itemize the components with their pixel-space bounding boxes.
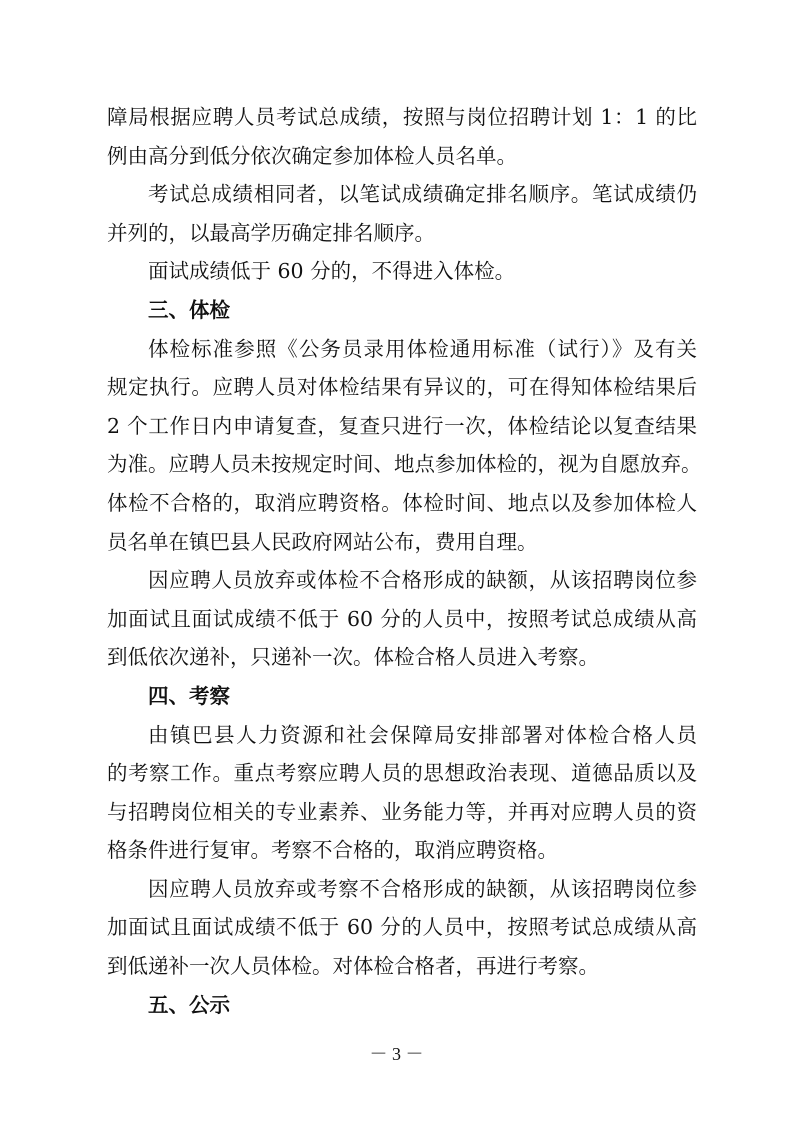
- text-line: 与招聘岗位相关的专业素养、业务能力等，并再对应聘人员的资: [107, 799, 697, 824]
- paragraph-first-line: 考试总成绩相同者，以笔试成绩确定排名顺序。笔试成绩仍: [148, 182, 697, 207]
- paragraph-first-line: 体检标准参照《公务员录用体检通用标准（试行）》及有关: [148, 336, 697, 361]
- paragraph-first-line: 面试成绩低于 60 分的，不得进入体检。: [148, 259, 516, 284]
- text-line: 并列的，以最高学历确定排名顺序。: [107, 220, 435, 245]
- text-line: 加面试且面试成绩不低于 60 分的人员中，按照考试总成绩从高: [107, 915, 697, 940]
- page-number: － 3 －: [369, 1044, 424, 1064]
- text-line: 障局根据应聘人员考试总成绩，按照与岗位招聘计划 1：1 的比: [107, 105, 697, 129]
- text-line: 规定执行。应聘人员对体检结果有异议的，可在得知体检结果后: [107, 375, 697, 400]
- text-line: 员名单在镇巴县人民政府网站公布，费用自理。: [107, 529, 538, 554]
- text-line: 例由高分到低分依次确定参加体检人员名单。: [107, 143, 517, 168]
- section-heading-physical-exam: 三、体检: [148, 297, 230, 322]
- section-heading-publicity: 五、公示: [148, 992, 230, 1017]
- paragraph-first-line: 因应聘人员放弃或考察不合格形成的缺额，从该招聘岗位参: [148, 876, 697, 901]
- text-line: 为准。应聘人员未按规定时间、地点参加体检的，视为自愿放弃。: [107, 452, 702, 477]
- section-heading-inspection: 四、考察: [148, 683, 230, 708]
- paragraph-first-line: 因应聘人员放弃或体检不合格形成的缺额，从该招聘岗位参: [148, 568, 697, 593]
- paragraph-first-line: 由镇巴县人力资源和社会保障局安排部署对体检合格人员: [148, 722, 697, 747]
- text-line: 的考察工作。重点考察应聘人员的思想政治表现、道德品质以及: [107, 761, 697, 786]
- text-line: 到低依次递补，只递补一次。体检合格人员进入考察。: [107, 645, 599, 670]
- text-line: 格条件进行复审。考察不合格的，取消应聘资格。: [107, 838, 558, 863]
- text-line: 体检不合格的，取消应聘资格。体检时间、地点以及参加体检人: [107, 490, 697, 515]
- text-line: 到低递补一次人员体检。对体检合格者，再进行考察。: [107, 954, 599, 979]
- document-body: [107, 98, 702, 1024]
- text-line: 加面试且面试成绩不低于 60 分的人员中，按照考试总成绩从高: [107, 606, 697, 631]
- text-line: 2 个工作日内申请复查，复查只进行一次，体检结论以复查结果: [107, 413, 697, 438]
